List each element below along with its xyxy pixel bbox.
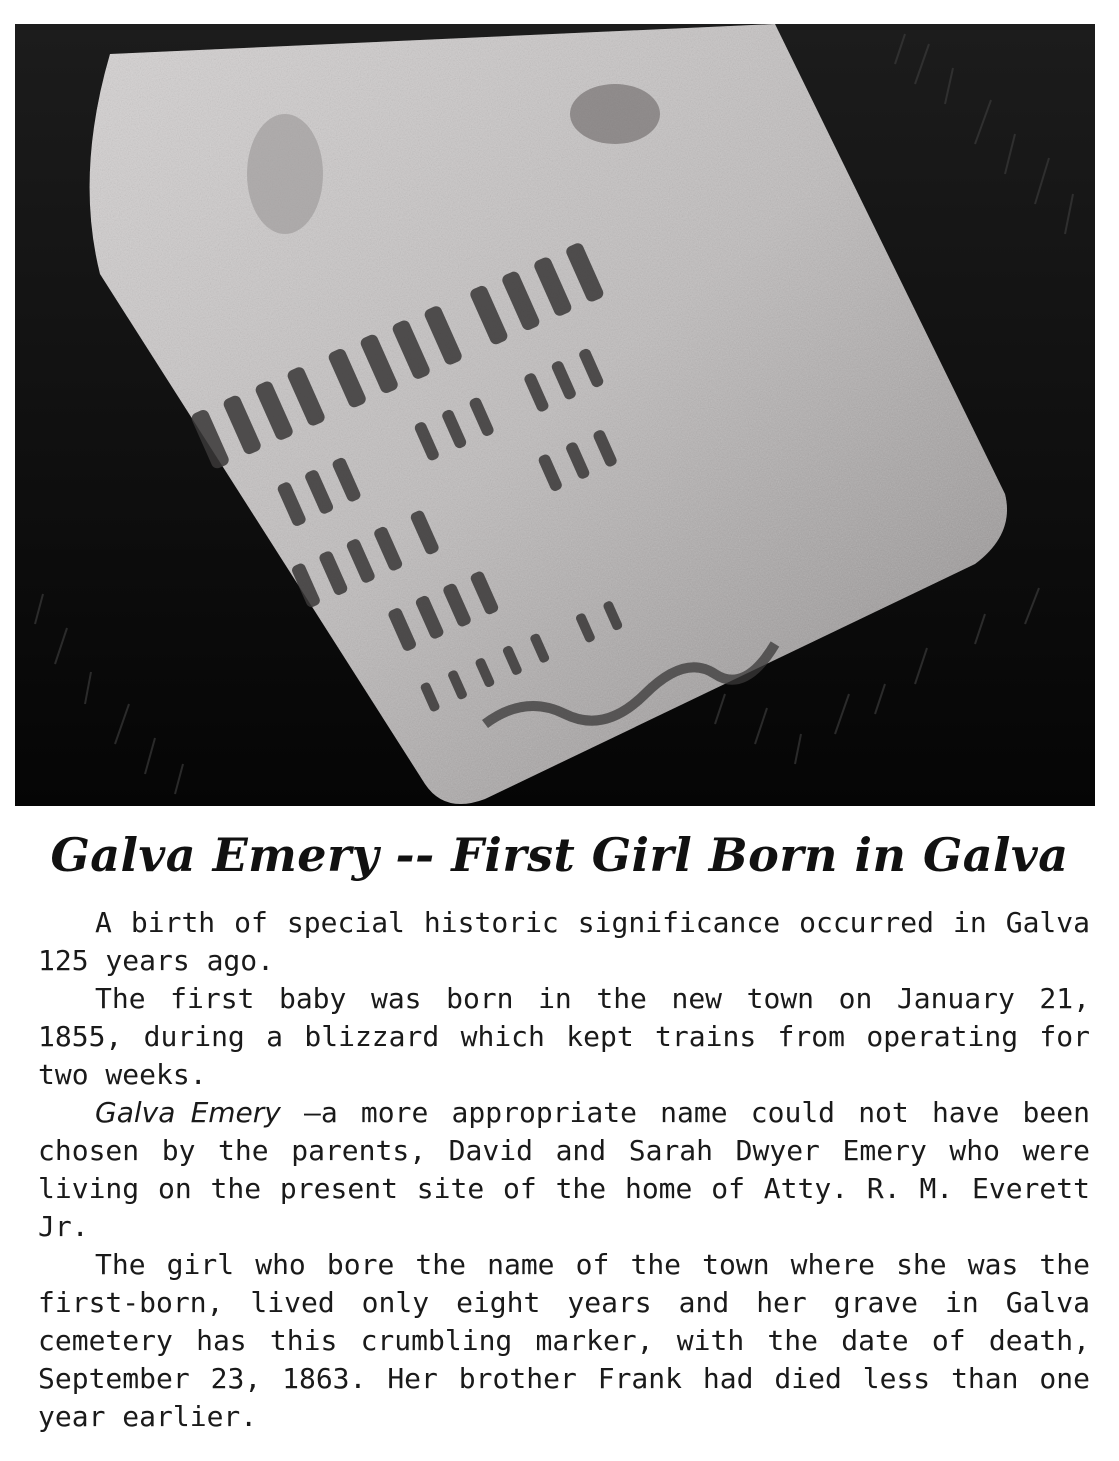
paragraph-1: A birth of special historic significance occurred in Galva 125 years ago. (38, 906, 1090, 977)
tombstone-photo (15, 24, 1095, 806)
paragraph-4: The girl who bore the name of the town where she was the first-born, lived only eight years and her grave in Galva cemetery has this crumbling marker, with the date of death, September 23, 1863. Her brother Frank had died less than one year earlier. (38, 1248, 1090, 1433)
article-body (38, 904, 1090, 1436)
paragraph-3 (38, 1094, 1090, 1246)
tombstone-image (15, 24, 1095, 806)
paragraph-2: The first baby was born in the new town on January 21, 1855, during a blizzard which kept trains from operating for two weeks. (38, 982, 1090, 1091)
paragraph-3-rest: —a more appropriate name could not have been chosen by the parents, David and Sarah Dwyer Emery who were living on the present site of the home of Atty. R. M. Everett Jr. (38, 1096, 1090, 1243)
galva-emery-name: Galva Emery (95, 1096, 281, 1129)
headline: Galva Emery -- First Girl Born in Galva (50, 828, 1069, 882)
